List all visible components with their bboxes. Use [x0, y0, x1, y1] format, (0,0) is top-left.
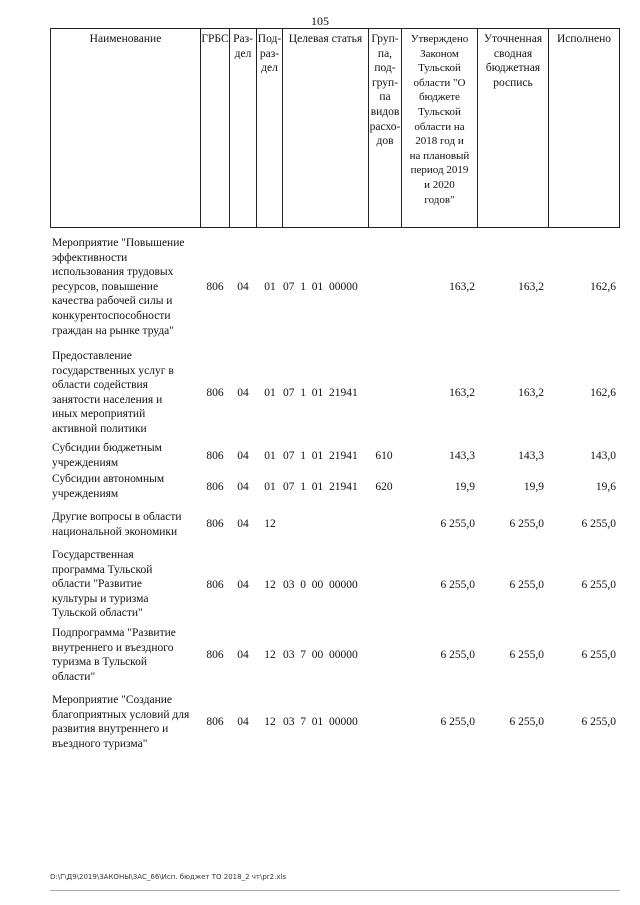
row-grbs: 806 — [206, 481, 224, 493]
row-podrazdel: 12 — [264, 716, 276, 728]
row-razdel: 04 — [237, 649, 249, 661]
row-executed: 6 255,0 — [581, 579, 616, 591]
row-grbs: 806 — [206, 649, 224, 661]
row-razdel: 04 — [237, 579, 249, 591]
row-razdel: 04 — [237, 518, 249, 530]
row-approved: 6 255,0 — [440, 649, 475, 661]
row-approved: 19,9 — [454, 481, 475, 493]
row-approved: 6 255,0 — [440, 579, 475, 591]
row-executed: 6 255,0 — [581, 716, 616, 728]
row-group: 610 — [375, 450, 393, 462]
row-name: Мероприятие "Создание благоприятных условий для развития внутреннего и въездного туризма" — [52, 694, 190, 750]
row-grbs: 806 — [206, 518, 224, 530]
page-number: 105 — [311, 14, 329, 28]
row-approved: 163,2 — [449, 387, 475, 399]
row-approved: 6 255,0 — [440, 518, 475, 530]
row-target: 07 1 01 00000 — [283, 281, 358, 293]
row-razdel: 04 — [237, 481, 249, 493]
row-executed: 162,6 — [590, 387, 616, 399]
row-specified: 6 255,0 — [509, 579, 544, 591]
col-header-name: Наименование — [50, 28, 200, 228]
row-name: Субсидии автономным учреждениям — [52, 473, 165, 500]
row-target: 03 7 00 00000 — [283, 649, 358, 661]
row-specified: 19,9 — [523, 481, 544, 493]
col-header-podrazdel: Под- раз- дел — [256, 28, 282, 228]
row-podrazdel: 01 — [264, 450, 276, 462]
row-podrazdel: 01 — [264, 481, 276, 493]
col-header-grbs: ГРБС — [200, 28, 229, 228]
col-header-razdel: Раз- дел — [229, 28, 256, 228]
col-header-approved: Утверждено Законом Тульской области "О бюджете Тульской области на 2018 год и на плановый период 2019 и 2020 годов" — [401, 28, 477, 228]
row-name: Мероприятие "Повышение эффективности использования трудовых ресурсов, повышение качества рабочей силы и конкурентоспособности граждан на рынке труда" — [52, 237, 185, 337]
col-header-group: Груп- па, под- груп- па видов расхо- дов — [368, 28, 401, 228]
row-target: 07 1 01 21941 — [283, 450, 358, 462]
row-specified: 163,2 — [518, 281, 544, 293]
row-group: 620 — [375, 481, 393, 493]
row-specified: 6 255,0 — [509, 518, 544, 530]
row-razdel: 04 — [237, 450, 249, 462]
row-razdel: 04 — [237, 716, 249, 728]
row-executed: 6 255,0 — [581, 649, 616, 661]
row-podrazdel: 12 — [264, 579, 276, 591]
row-razdel: 04 — [237, 281, 249, 293]
row-grbs: 806 — [206, 281, 224, 293]
row-name: Государственная программа Тульской области "Развитие культуры и туризма Тульской области" — [52, 549, 153, 620]
row-grbs: 806 — [206, 387, 224, 399]
row-podrazdel: 01 — [264, 387, 276, 399]
row-approved: 143,3 — [449, 450, 475, 462]
row-name: Субсидии бюджетным учреждениям — [52, 442, 162, 469]
row-grbs: 806 — [206, 716, 224, 728]
row-podrazdel: 12 — [264, 649, 276, 661]
row-executed: 19,6 — [595, 481, 616, 493]
row-name: Подпрограмма "Развитие внутреннего и въездного туризма в Тульской области" — [52, 627, 176, 683]
row-executed: 143,0 — [590, 450, 616, 462]
row-specified: 6 255,0 — [509, 649, 544, 661]
row-target: 07 1 01 21941 — [283, 481, 358, 493]
row-grbs: 806 — [206, 579, 224, 591]
row-target: 07 1 01 21941 — [283, 387, 358, 399]
col-header-target: Целевая статья — [282, 28, 368, 228]
row-name: Другие вопросы в области национальной экономики — [52, 511, 182, 538]
row-executed: 6 255,0 — [581, 518, 616, 530]
row-specified: 143,3 — [518, 450, 544, 462]
row-razdel: 04 — [237, 387, 249, 399]
row-target: 03 0 00 00000 — [283, 579, 358, 591]
row-specified: 6 255,0 — [509, 716, 544, 728]
row-approved: 163,2 — [449, 281, 475, 293]
row-name: Предоставление государственных услуг в области содействия занятости населения и иных мероприятий активной политики — [52, 350, 174, 435]
col-header-executed: Исполнено — [548, 28, 620, 228]
row-executed: 162,6 — [590, 281, 616, 293]
row-specified: 163,2 — [518, 387, 544, 399]
col-header-specified: Уточненная сводная бюджетная роспись — [477, 28, 548, 228]
row-grbs: 806 — [206, 450, 224, 462]
page-bottom-rule — [50, 890, 620, 891]
row-target: 03 7 01 00000 — [283, 716, 358, 728]
row-podrazdel: 01 — [264, 281, 276, 293]
row-approved: 6 255,0 — [440, 716, 475, 728]
row-podrazdel: 12 — [264, 518, 276, 530]
footer-file-path: D:\Г\Д9\2019\ЗАКОНЫ\ЗАС_66\Исп. бюджет ТО 2018_2 чт\pr2.xls — [50, 873, 287, 881]
